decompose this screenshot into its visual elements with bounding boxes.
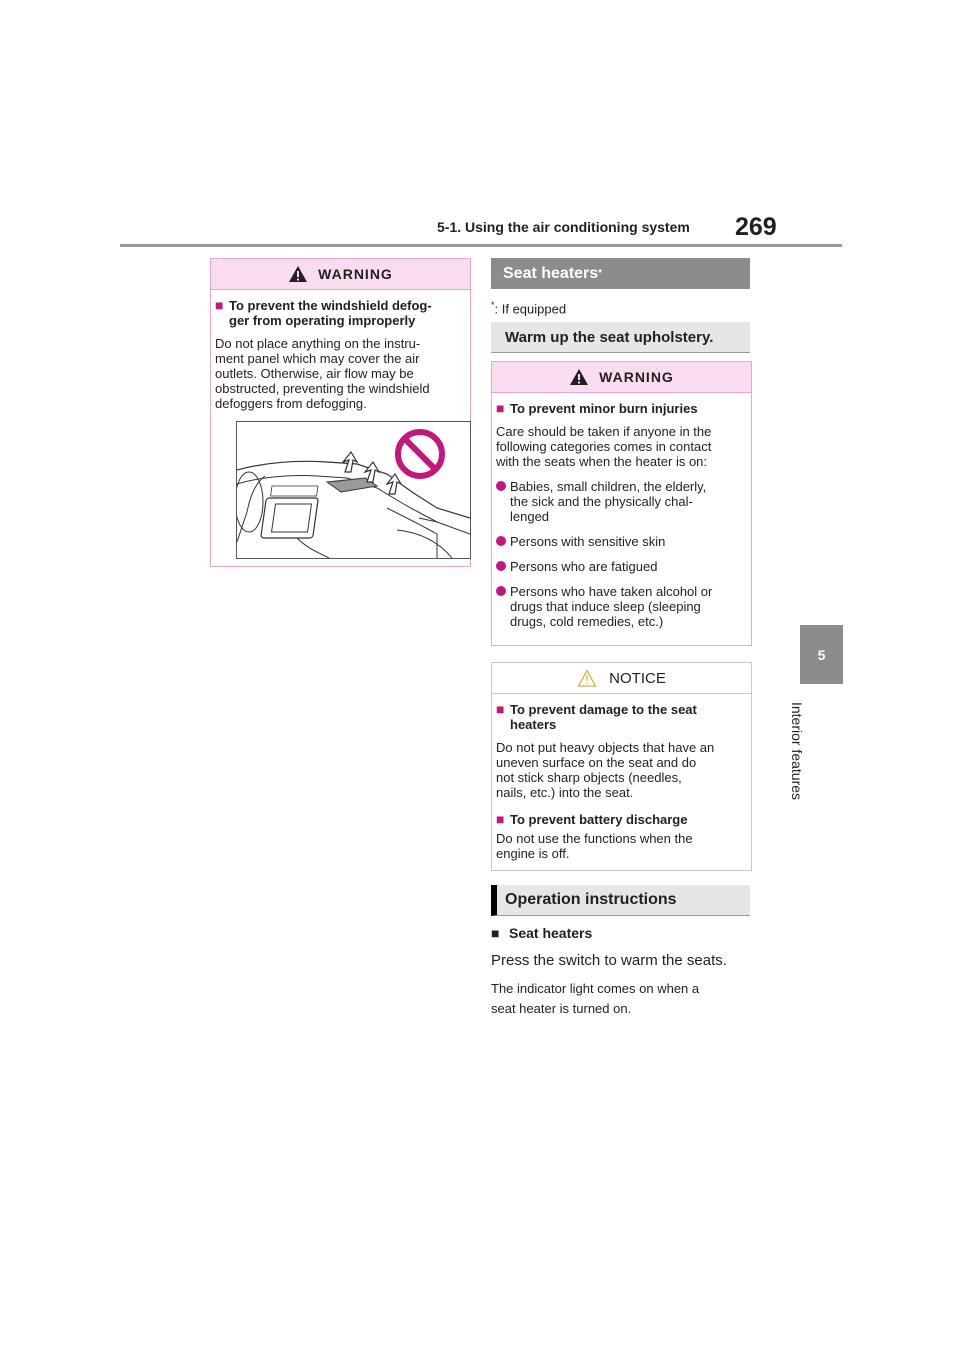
operation-subheading-text: Seat heaters (509, 925, 593, 941)
right-warning-box (491, 361, 752, 646)
operation-subheading (491, 925, 592, 941)
list-item (496, 479, 741, 524)
right-warning-heading: WARNING (599, 369, 674, 385)
paragraph-line: uneven surface on the seat and do (496, 755, 697, 770)
list-item (496, 534, 741, 549)
square-bullet-icon: ■ (491, 925, 500, 941)
chapter-tab[interactable]: 5 (800, 625, 843, 684)
square-bullet-icon: ■ (496, 400, 505, 416)
left-warning-subheading (215, 298, 460, 328)
notice-title-line: To prevent battery discharge (510, 812, 688, 827)
bullet-dot-icon (496, 481, 506, 491)
paragraph-line: engine is off. (496, 846, 570, 861)
notice-item1-title (496, 702, 741, 732)
bullet-line: Persons who are fatigued (510, 559, 658, 574)
left-warning-box (210, 258, 471, 567)
paragraph-line: ment panel which may cover the air (215, 351, 420, 366)
right-warning-subheading-text: To prevent minor burn injuries (510, 401, 698, 416)
list-item (496, 559, 741, 574)
left-warning-subheading-line: ger from operating improperly (229, 313, 416, 328)
left-warning-heading: WARNING (318, 266, 393, 282)
paragraph-line: Do not use the functions when the (496, 831, 693, 846)
dashboard-drawing (237, 422, 470, 558)
chapter-label (783, 697, 811, 805)
note-line: The indicator light comes on when a (491, 981, 700, 996)
bullet-line: the sick and the physically chal- (510, 494, 693, 509)
header-divider (120, 244, 842, 247)
square-bullet-icon: ■ (215, 297, 224, 313)
section-title: 5-1. Using the air conditioning system (437, 219, 690, 235)
paragraph-line: not stick sharp objects (needles, (496, 770, 682, 785)
right-warning-header (492, 362, 751, 393)
bullet-dot-icon (496, 536, 506, 546)
footnote-marker: * (598, 268, 603, 279)
paragraph-line: nails, etc.) into the seat. (496, 785, 634, 800)
chapter-label-text: Interior features (789, 701, 805, 801)
list-item (496, 584, 741, 629)
operation-instruction: Press the switch to warm the seats. (491, 952, 727, 969)
paragraph-line: defoggers from defogging. (215, 396, 367, 411)
notice-item2-title (496, 812, 741, 827)
warning-icon (569, 368, 589, 386)
notice-heading: NOTICE (609, 669, 666, 687)
notice-title-line: To prevent damage to the seat (510, 702, 697, 717)
paragraph-line: Do not put heavy objects that have an (496, 740, 715, 755)
square-bullet-icon: ■ (496, 811, 505, 827)
notice-item1-body (496, 740, 741, 800)
warning-icon (288, 265, 308, 283)
seat-heaters-summary: Warm up the seat upholstery. (491, 322, 750, 353)
note-line: seat heater is turned on. (491, 1001, 632, 1016)
paragraph-line: obstructed, preventing the windshield (215, 381, 430, 396)
notice-item2-body (496, 831, 741, 861)
footnote-text: : If equipped (494, 301, 567, 317)
notice-title-line: heaters (510, 717, 557, 732)
left-warning-paragraph (215, 336, 460, 411)
bullet-line: drugs that induce sleep (sleeping (510, 599, 701, 614)
square-bullet-icon: ■ (496, 701, 505, 717)
caution-icon (577, 669, 597, 687)
footnote (491, 300, 566, 316)
bullet-line: Persons who have taken alcohol or (510, 584, 713, 599)
paragraph-line: with the seats when the heater is on: (496, 454, 708, 469)
right-warning-subheading (496, 401, 741, 416)
notice-header (492, 663, 751, 694)
right-warning-paragraph (496, 424, 741, 469)
seat-heaters-section-bar (491, 258, 750, 289)
bullet-dot-icon (496, 561, 506, 571)
left-warning-subheading-line: To prevent the windshield defog- (229, 298, 432, 313)
operation-note (491, 979, 699, 1019)
bullet-dot-icon (496, 586, 506, 596)
bullet-line: Persons with sensitive skin (510, 534, 666, 549)
bullet-line: lenged (510, 509, 550, 524)
left-warning-header (211, 259, 470, 290)
notice-box (491, 662, 752, 871)
bullet-line: Babies, small children, the elderly, (510, 479, 707, 494)
seat-heaters-title: Seat heaters (503, 264, 599, 282)
paragraph-line: Do not place anything on the instru- (215, 336, 421, 351)
bullet-line: drugs, cold remedies, etc.) (510, 614, 664, 629)
paragraph-line: Care should be taken if anyone in the (496, 424, 712, 439)
paragraph-line: outlets. Otherwise, air flow may be (215, 366, 414, 381)
paragraph-line: following categories comes in contact (496, 439, 712, 454)
dashboard-illustration (236, 421, 471, 559)
footnote-asterisk: * (491, 300, 495, 310)
page-number: 269 (735, 213, 777, 241)
operation-instructions-bar: Operation instructions (491, 885, 750, 916)
